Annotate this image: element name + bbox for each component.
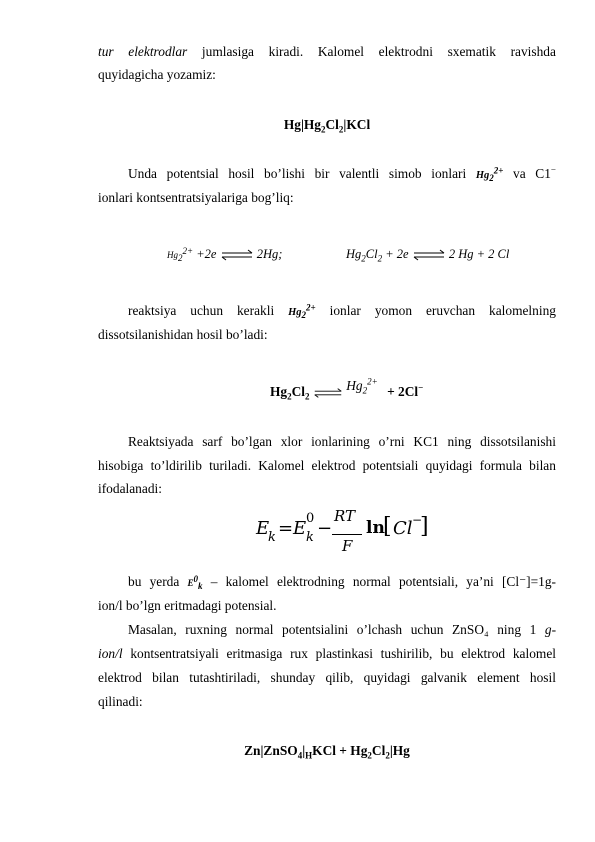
ion-base: Hg	[346, 378, 363, 393]
word: bo’lgan	[231, 434, 272, 449]
scheme-part: |	[302, 743, 306, 758]
equilibrium-arrow-icon	[412, 249, 446, 261]
italic-unit: g-	[544, 622, 557, 637]
ion-base: Hg	[475, 170, 490, 181]
text: Cl	[365, 247, 378, 261]
equilibrium-arrow-icon	[313, 387, 343, 399]
fraction-bar	[332, 534, 362, 535]
word: element	[477, 670, 520, 685]
word: potentsial	[166, 166, 219, 181]
word: ionlar	[329, 303, 361, 318]
text: 2Hg;	[256, 247, 283, 261]
formula-symbol: Cl	[393, 518, 413, 539]
superscript: −	[418, 382, 424, 393]
scheme-part: Cl	[325, 117, 339, 132]
formula-operator: −	[317, 518, 333, 539]
potential-symbol	[187, 574, 203, 591]
subscript: 2	[321, 124, 326, 135]
subscript: 4	[297, 750, 303, 761]
italic-unit: ion/l	[98, 646, 123, 661]
word: bo’lishi	[264, 166, 305, 181]
word: potentsiali,	[398, 574, 459, 589]
symbol-base: E	[187, 578, 194, 588]
formula-superscript: 0	[306, 511, 315, 526]
formula-symbol: E	[293, 518, 307, 539]
word: sarf	[202, 434, 223, 449]
subscript: 2	[377, 253, 383, 264]
word: jumlasiga	[201, 44, 254, 59]
superscript: 2+	[182, 246, 194, 256]
word: ionlarining	[311, 434, 370, 449]
word: bu	[128, 574, 142, 589]
word: tutashtiriladi,	[189, 670, 261, 685]
word: Unda	[128, 166, 158, 181]
word: quyidagi	[363, 670, 411, 685]
word: hosil	[228, 166, 255, 181]
word: Masalan,	[128, 622, 177, 637]
electrode-scheme-1	[98, 117, 556, 133]
formula-numerator: RT	[334, 507, 356, 525]
word: elektrod	[98, 670, 142, 685]
paragraph-3-line-1	[128, 303, 556, 321]
word: normal	[235, 622, 274, 637]
scheme-part: Zn|ZnSO	[244, 743, 298, 758]
equilibrium-arrow-icon	[220, 249, 254, 261]
paragraph-1-line-2: quyidagicha yozamiz:	[98, 67, 216, 82]
reaction-equation-right	[346, 246, 509, 262]
word: ruxning	[185, 622, 227, 637]
word: hisobiga	[98, 458, 144, 473]
superscript: 2+	[367, 376, 378, 387]
word: potentsialini	[282, 622, 349, 637]
formula-subscript: k	[268, 530, 276, 545]
text: Hg	[270, 384, 288, 399]
subscript: 2	[489, 173, 494, 184]
mercury-ion	[167, 246, 194, 263]
word: uchun	[410, 622, 444, 637]
dissociation-equation	[270, 376, 424, 402]
scheme-part: |KCl	[343, 117, 371, 132]
word: normal	[352, 574, 391, 589]
superscript: 2+	[493, 165, 504, 176]
word: ya’ni	[466, 574, 494, 589]
word: uchun	[190, 303, 224, 318]
word: valentli	[339, 166, 380, 181]
superscript: 2+	[306, 302, 316, 313]
word: qilib,	[325, 670, 354, 685]
word: ning	[497, 622, 522, 637]
text: Cl	[291, 384, 306, 399]
scheme-part: Hg|Hg	[283, 117, 321, 132]
word: galvanik	[420, 670, 467, 685]
word: simob	[388, 166, 422, 181]
word: xlor	[280, 434, 303, 449]
scheme-part: |Hg	[389, 743, 410, 758]
word: turiladi.	[209, 458, 252, 473]
paragraph-6-line-1	[128, 622, 556, 638]
formula-symbol: E	[256, 518, 270, 539]
word: ravishda	[510, 44, 556, 59]
text: + 2Cl	[387, 384, 419, 399]
word: [Cl⁻]=1g-	[501, 574, 557, 589]
word: o’lchash	[356, 622, 403, 637]
word: Reaktsiyada	[128, 434, 194, 449]
word: yomon	[374, 303, 413, 318]
scheme-part: KCl + Hg	[312, 743, 368, 758]
word: elektrodni	[378, 44, 433, 59]
word: bilan	[152, 670, 179, 685]
formula-function: ln	[366, 518, 385, 538]
text: kontsentratsiyali eritmasiga rux plastinkasi tushirilib, bu elektrod kalomel	[130, 646, 556, 661]
paragraph-1-line-1	[98, 44, 556, 60]
formula-denominator: F	[342, 537, 353, 555]
word: reaktsiya	[128, 303, 177, 318]
italic-term: tur elektrodlar	[98, 44, 188, 59]
word: KC1	[413, 434, 439, 449]
word: sxematik	[447, 44, 496, 59]
subscript: 2	[305, 391, 310, 402]
word: hosil	[529, 670, 556, 685]
text: +2e	[196, 247, 217, 261]
word: Kalomel	[317, 44, 364, 59]
word: quyidagi	[425, 458, 473, 473]
word: elektrodning	[276, 574, 345, 589]
word: eruvchan	[425, 303, 476, 318]
word: yerda	[149, 574, 180, 589]
paragraph-6-line-4: qilinadi:	[98, 694, 143, 709]
subscript: H	[305, 750, 313, 761]
word: dissotsilanishi	[480, 434, 556, 449]
word: 1	[529, 622, 537, 637]
word: bilan	[529, 458, 556, 473]
chloride-part	[387, 384, 423, 399]
galvanic-element-scheme	[98, 743, 556, 759]
superscript: −	[550, 164, 556, 175]
word: ning	[447, 434, 472, 449]
ion-chloride	[513, 166, 556, 181]
paragraph-6-line-2	[98, 646, 556, 662]
word: o’rni	[378, 434, 405, 449]
paragraph-5-line-2: ion/l bo’lgn eritmadagi potensial.	[98, 598, 277, 613]
scheme-part: Cl	[371, 743, 386, 758]
formula-subscript: k	[306, 530, 314, 545]
paragraph-6-line-3	[98, 670, 556, 686]
text: + 2e	[385, 247, 409, 261]
paragraph-4-line-2	[98, 458, 556, 474]
word: –	[210, 574, 218, 589]
formula-bracket: ]	[420, 514, 429, 539]
subscript: 2	[361, 253, 366, 264]
subscript: k	[198, 580, 203, 591]
word: kalomelning	[489, 303, 556, 318]
word: ionlari	[431, 166, 467, 181]
mercury-ion	[346, 376, 378, 396]
word: kerakli	[236, 303, 275, 318]
mercury-ion	[475, 165, 504, 184]
word: to’ldirilib	[150, 458, 202, 473]
subscript: 2	[367, 750, 372, 761]
text: 2 Hg + 2 Cl	[448, 247, 510, 261]
subscript: 2	[362, 385, 368, 396]
superscript: 0	[193, 574, 199, 584]
paragraph-2-line-1	[128, 166, 556, 184]
word: kalomel	[225, 574, 269, 589]
reaction-equation-left	[167, 246, 282, 263]
subscript: 2	[301, 310, 307, 321]
mercury-ion	[288, 302, 316, 321]
paragraph-2-line-2: ionlari kontsentratsiyalariga bog’liq:	[98, 190, 294, 205]
word: potentsiali	[362, 458, 419, 473]
word: formula	[479, 458, 522, 473]
subscript: 2	[385, 750, 390, 761]
word: bir	[314, 166, 330, 181]
word: elektrod	[311, 458, 356, 473]
subscript: 2	[287, 391, 292, 402]
word: ZnSO₄	[452, 622, 489, 637]
subscript: 2	[338, 124, 344, 135]
word: Kalomel	[258, 458, 305, 473]
paragraph-4-line-3: ifodalanadi:	[98, 481, 162, 496]
formula-bracket: [	[383, 514, 392, 539]
paragraph-3-line-2: dissotsilanishidan hosil bo’ladi:	[98, 327, 268, 342]
ion-base: Hg	[288, 307, 302, 318]
word: kiradi.	[268, 44, 304, 59]
paragraph-4-line-1	[128, 434, 556, 450]
paragraph-5-line-1	[128, 574, 556, 591]
word: shunday	[270, 670, 316, 685]
ion-base: Hg	[167, 250, 178, 260]
formula-superscript: −	[412, 513, 423, 527]
subscript: 2	[178, 252, 183, 263]
text: Hg	[346, 247, 362, 261]
text: va C1	[513, 166, 551, 181]
formula-operator: =	[278, 518, 294, 539]
